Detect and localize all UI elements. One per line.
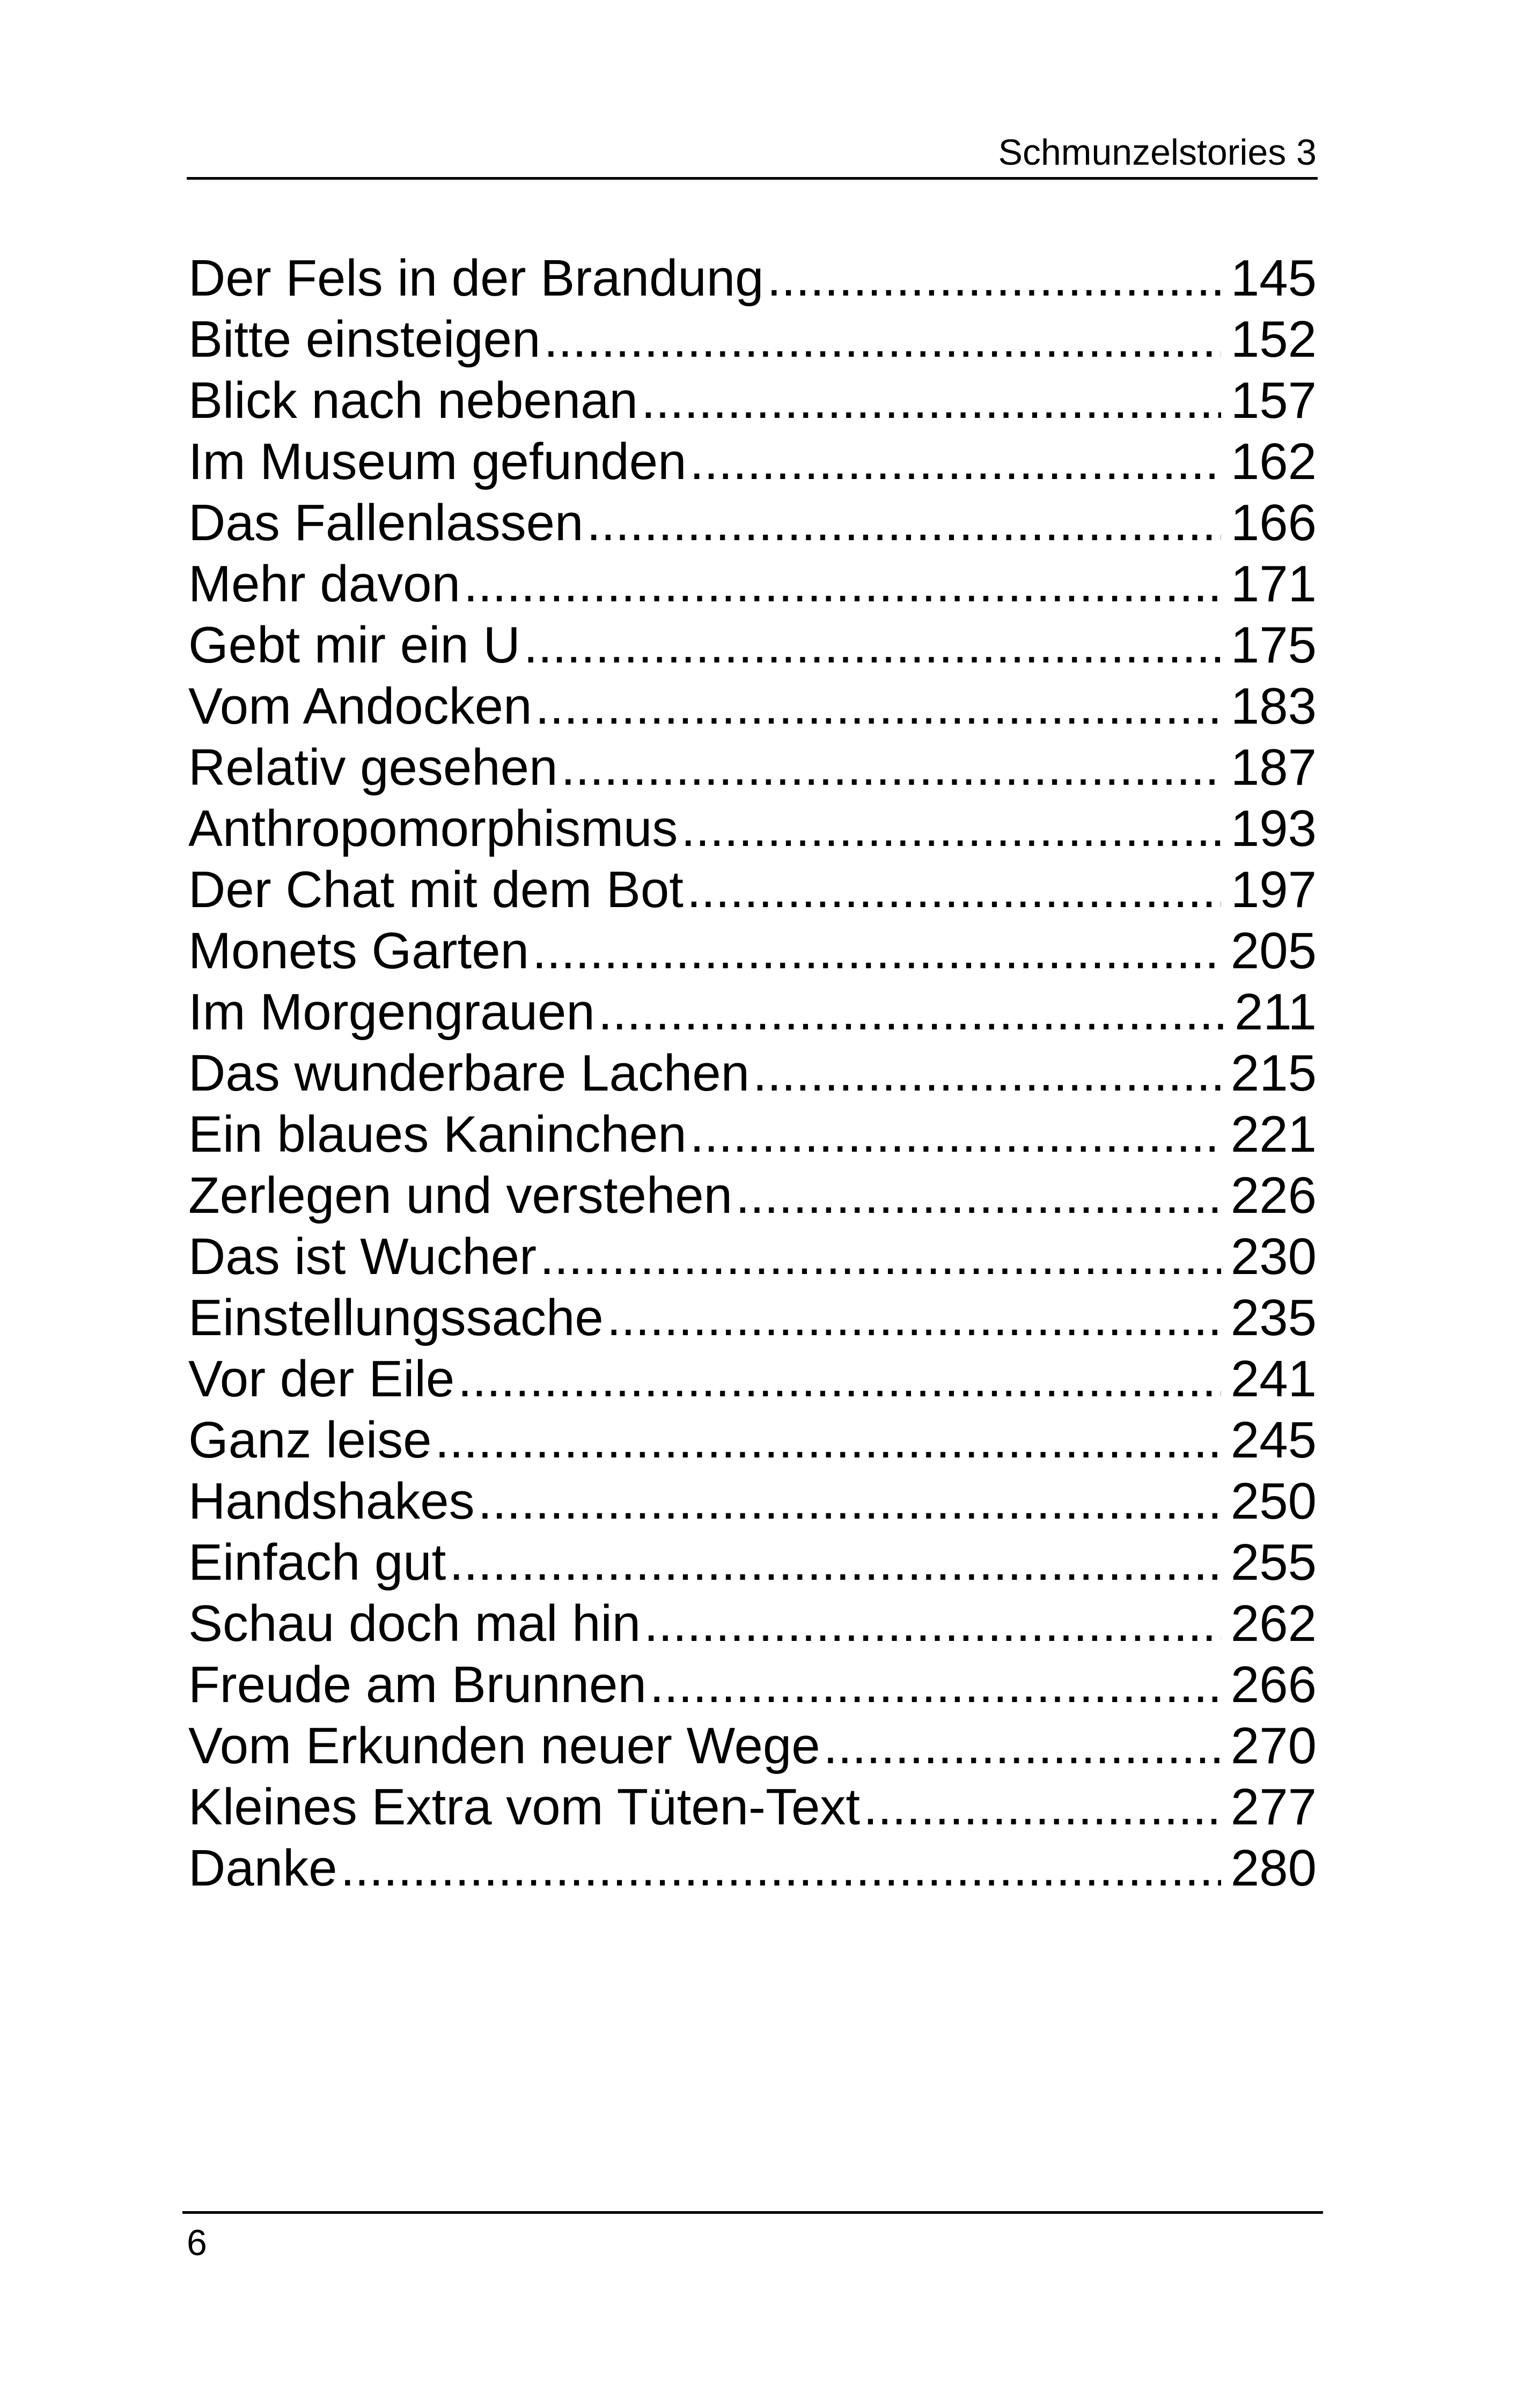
book-title: Schmunzelstories 3: [998, 132, 1317, 173]
toc-entry-page: 175: [1230, 616, 1317, 674]
toc-entry: [188, 1777, 1317, 1838]
toc-entry: [188, 309, 1317, 370]
dot-leader: [532, 921, 1221, 982]
dot-leader: [598, 982, 1225, 1043]
toc-entry: [188, 1226, 1317, 1287]
dot-leader: [736, 1165, 1221, 1226]
toc-entry-page: 221: [1230, 1106, 1317, 1163]
toc-entry: [188, 1410, 1317, 1471]
toc-entry: [188, 982, 1317, 1043]
dot-leader: [641, 370, 1221, 431]
toc-entry: [188, 676, 1317, 737]
dot-leader: [824, 1715, 1221, 1777]
toc-entry: [188, 1593, 1317, 1654]
toc-entry: [188, 1471, 1317, 1532]
toc-entry-page: 266: [1230, 1656, 1317, 1713]
toc-entry-title: Schau doch mal hin: [188, 1595, 641, 1652]
toc-entry: [188, 492, 1317, 554]
toc-entry: [188, 1165, 1317, 1226]
toc-entry: [188, 921, 1317, 982]
toc-entry-title: Vom Andocken: [188, 678, 532, 735]
toc-entry: [188, 798, 1317, 859]
toc-entry-title: Das wunderbare Lachen: [188, 1044, 750, 1102]
toc-entry-page: 197: [1230, 861, 1317, 918]
toc-entry-title: Relativ gesehen: [188, 739, 558, 796]
dot-leader: [524, 615, 1221, 676]
toc-entry: [188, 737, 1317, 798]
toc-entry-title: Handshakes: [188, 1472, 475, 1530]
dot-leader: [540, 1226, 1221, 1287]
toc-entry: [188, 248, 1317, 309]
dot-leader: [435, 1410, 1221, 1471]
running-header: [187, 129, 1318, 180]
toc-entry-title: Zerlegen und verstehen: [188, 1167, 732, 1224]
dot-leader: [535, 676, 1221, 737]
toc-entry: [188, 1104, 1317, 1165]
toc-entry-page: 205: [1230, 922, 1317, 980]
dot-leader: [449, 1532, 1221, 1593]
dot-leader: [586, 492, 1221, 554]
toc-entry-title: Einfach gut: [188, 1534, 446, 1591]
dot-leader: [687, 859, 1221, 921]
dot-leader: [341, 1838, 1221, 1899]
toc-entry-page: 270: [1230, 1717, 1317, 1774]
toc-entry-title: Im Museum gefunden: [188, 433, 687, 490]
toc-entry-title: Ein blaues Kaninchen: [188, 1106, 687, 1163]
toc-entry-page: 280: [1230, 1839, 1317, 1897]
toc-entry-title: Freude am Brunnen: [188, 1656, 646, 1713]
dot-leader: [863, 1777, 1221, 1838]
dot-leader: [690, 1104, 1221, 1165]
toc-entry-title: Im Morgengrauen: [188, 983, 595, 1041]
page-number: 6: [187, 2222, 207, 2263]
toc-entry: [188, 1532, 1317, 1593]
toc-entry: [188, 1349, 1317, 1410]
toc-entry-title: Bitte einsteigen: [188, 311, 541, 368]
toc-entry: [188, 554, 1317, 615]
dot-leader: [681, 798, 1221, 859]
toc-entry-title: Gebt mir ein U: [188, 616, 520, 674]
toc-entry: [188, 859, 1317, 921]
toc-entry-title: Danke: [188, 1839, 337, 1897]
page-footer: [182, 2211, 1323, 2263]
dot-leader: [650, 1654, 1221, 1715]
toc-entry-title: Monets Garten: [188, 922, 529, 980]
toc-entry: [188, 1043, 1317, 1104]
dot-leader: [607, 1287, 1221, 1349]
toc-entry-page: 250: [1230, 1472, 1317, 1530]
toc-entry-page: 145: [1230, 249, 1317, 307]
toc-entry-page: 262: [1230, 1595, 1317, 1652]
toc-entry-page: 162: [1230, 433, 1317, 490]
toc-entry-title: Das ist Wucher: [188, 1228, 537, 1285]
toc-entry-page: 245: [1230, 1411, 1317, 1469]
toc-entry-page: 157: [1230, 372, 1317, 429]
toc-entry-title: Vom Erkunden neuer Wege: [188, 1717, 820, 1774]
toc-entry-page: 241: [1230, 1350, 1317, 1408]
toc-entry-page: 226: [1230, 1167, 1317, 1224]
dot-leader: [690, 431, 1221, 492]
toc-entry: [188, 615, 1317, 676]
toc-entry-page: 187: [1230, 739, 1317, 796]
dot-leader: [464, 554, 1221, 615]
toc-entry-title: Anthropomorphismus: [188, 800, 678, 857]
toc-entry-page: 183: [1230, 678, 1317, 735]
toc-entry-title: Der Fels in der Brandung: [188, 249, 764, 307]
toc-entry-page: 235: [1230, 1289, 1317, 1346]
toc-entry: [188, 370, 1317, 431]
toc-entry-title: Kleines Extra vom Tüten-Text: [188, 1778, 861, 1836]
toc-entry-page: 211: [1234, 983, 1317, 1041]
dot-leader: [644, 1593, 1221, 1654]
toc-entry-page: 166: [1230, 494, 1317, 551]
toc-entry-page: 277: [1230, 1778, 1317, 1836]
toc-entry: [188, 431, 1317, 492]
dot-leader: [543, 309, 1221, 370]
toc-entry: [188, 1654, 1317, 1715]
dot-leader: [458, 1349, 1221, 1410]
dot-leader: [753, 1043, 1221, 1104]
toc-entry-title: Blick nach nebenan: [188, 372, 638, 429]
toc-entry-page: 230: [1230, 1228, 1317, 1285]
toc-entry-page: 193: [1230, 800, 1317, 857]
toc-entry-title: Ganz leise: [188, 1411, 432, 1469]
toc-entry: [188, 1838, 1317, 1899]
dot-leader: [561, 737, 1221, 798]
dot-leader: [767, 248, 1221, 309]
dot-leader: [478, 1471, 1221, 1532]
toc-entry-title: Das Fallenlassen: [188, 494, 584, 551]
toc-entry: [188, 1715, 1317, 1777]
table-of-contents: [188, 248, 1317, 1899]
toc-entry-title: Mehr davon: [188, 555, 460, 613]
toc-entry-page: 152: [1230, 311, 1317, 368]
toc-entry-title: Einstellungssache: [188, 1289, 604, 1346]
toc-entry-title: Der Chat mit dem Bot: [188, 861, 684, 918]
toc-entry-title: Vor der Eile: [188, 1350, 455, 1408]
toc-entry-page: 255: [1230, 1534, 1317, 1591]
toc-entry: [188, 1287, 1317, 1349]
toc-entry-page: 171: [1230, 555, 1317, 613]
toc-entry-page: 215: [1230, 1044, 1317, 1102]
